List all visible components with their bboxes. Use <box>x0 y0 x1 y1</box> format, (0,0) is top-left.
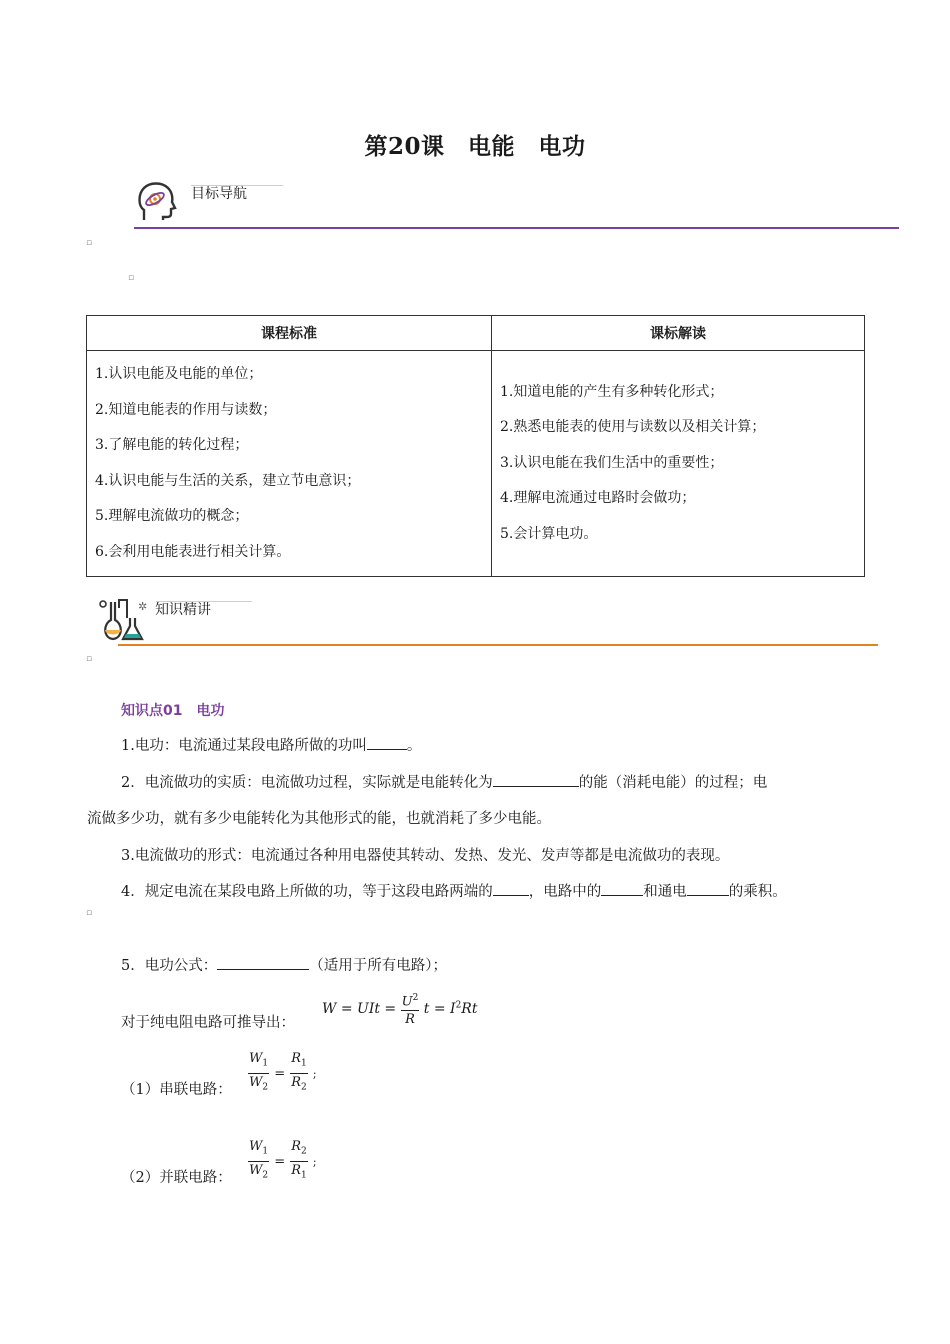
paragraph-text: （适用于所有电路）； <box>309 958 447 974</box>
list-item: 3.认识电能在我们生活中的重要性； <box>500 454 724 471</box>
knowledge-point-heading: 知识点01 电功 <box>121 703 225 719</box>
paragraph-text: 2．电流做功的实质：电流做功过程，实际就是电能转化为 <box>121 775 493 791</box>
paragraph-mark: ▫ <box>86 654 93 664</box>
list-item: 4.认识电能与生活的关系，建立节电意识； <box>95 472 361 489</box>
list-item: 5.会计算电功。 <box>500 525 598 542</box>
list-item: 1.知道电能的产生有多种转化形式； <box>500 383 724 400</box>
paragraph <box>121 874 787 910</box>
paragraph <box>121 765 767 801</box>
paragraph-text: 。 <box>406 738 422 754</box>
paragraph-text: 的乘积。 <box>728 884 787 900</box>
answer-blank[interactable] <box>367 733 407 750</box>
formula-series: $\frac{W_1}{W_2}$ = $\frac{R_1}{R_2}$ ; <box>249 1051 317 1093</box>
divider <box>156 601 252 602</box>
paragraph-mark: ▫ <box>86 238 93 248</box>
section-label-knowledge: 知识精讲 <box>155 602 211 618</box>
paragraph <box>121 728 421 764</box>
list-item: 4.理解电流通过电路时会做功； <box>500 490 696 507</box>
paragraph: 流做多少功，就有多少电能转化为其他形式的能，也就消耗了多少电能。 <box>87 811 551 827</box>
formula-parallel: $\frac{W_1}{W_2}$ = $\frac{R_2}{R_1}$ ; <box>249 1139 317 1181</box>
formula-fraction: $\frac{U^2}{R}$ <box>401 990 420 1028</box>
formula-text: t = I <box>423 1001 456 1018</box>
paragraph: （2）并联电路： <box>121 1170 232 1186</box>
table-header: 课标解读 <box>492 316 865 351</box>
answer-blank[interactable] <box>687 879 729 896</box>
divider <box>134 227 899 229</box>
table-header: 课程标准 <box>87 316 492 351</box>
paragraph-text: 4．规定电流在某段电路上所做的功，等于这段电路两端的 <box>121 884 493 900</box>
paragraph-text: 5．电功公式： <box>121 958 218 974</box>
divider <box>118 644 878 646</box>
paragraph-mark: ▫ <box>86 908 93 918</box>
list-item: 6.会利用电能表进行相关计算。 <box>95 543 291 560</box>
list-item: 2.熟悉电能表的使用与读数以及相关计算； <box>500 419 766 436</box>
sparkle-icon: ✲ <box>138 600 148 613</box>
formula-text: W = UIt = <box>322 1001 397 1018</box>
answer-blank[interactable] <box>493 770 579 787</box>
section-label-goal: 目标导航 <box>191 186 247 202</box>
paragraph: 对于纯电阻电路可推导出： <box>121 1015 295 1031</box>
paragraph-text: 的能（消耗电能）的过程；电 <box>578 775 768 791</box>
formula-text: Rt <box>461 1001 478 1018</box>
answer-blank[interactable] <box>601 879 643 896</box>
table-cell <box>87 351 492 577</box>
divider <box>191 185 283 186</box>
list-item: 3.了解电能的转化过程； <box>95 437 249 453</box>
list-item: 1.认识电能及电能的单位； <box>95 366 263 382</box>
formula-work: W = UIt = $\frac{U^2}{R}$ $t = I^2Rt$ <box>322 990 477 1028</box>
paragraph-text: 和通电 <box>643 884 687 900</box>
paragraph-text: 1.电功：电流通过某段电路所做的功叫 <box>121 738 367 754</box>
paragraph-text: ，电路中的 <box>528 884 602 900</box>
answer-blank[interactable] <box>217 953 309 970</box>
page-title: 第20课 电能 电功 <box>364 133 586 160</box>
list-item: 5.理解电流做功的概念； <box>95 508 249 524</box>
answer-blank[interactable] <box>493 879 529 896</box>
paragraph: 3.电流做功的形式：电流通过各种用电器使其转动、发热、发光、发声等都是电流做功的表现。 <box>121 848 730 864</box>
list-item: 2.知道电能表的作用与读数； <box>95 401 277 418</box>
standards-table <box>86 315 865 577</box>
table-cell <box>492 351 865 577</box>
paragraph: （1）串联电路： <box>121 1082 232 1098</box>
brain-icon <box>136 180 178 224</box>
paragraph-mark: ▫ <box>128 273 135 283</box>
paragraph <box>121 948 447 984</box>
